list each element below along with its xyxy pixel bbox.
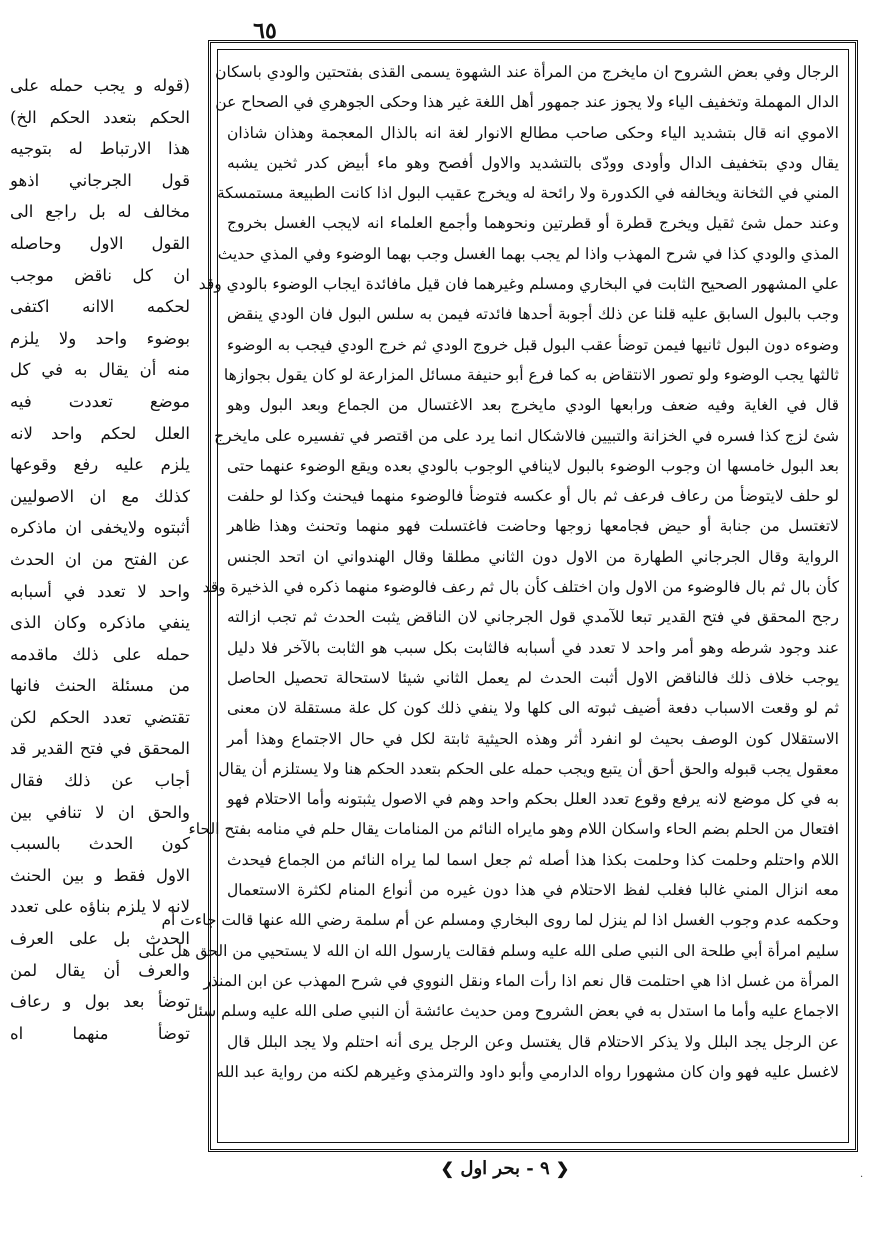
main-text-line: وضوءه دون البول ثانيها فيمن توضأ عقب البول قبل خروج الودي ثم خرج الودي فيجب به الوضوء — [227, 335, 839, 354]
main-text-line: به في كل موضع لانه يرفع وقوع تعدد العلل بحكم واحد وهم في الاصول يثبتونه وأما الاحتلام فهو — [227, 790, 839, 809]
margin-text-line: (قوله و يجب حمله على — [10, 76, 190, 95]
margin-text-line: منه أن يقال به في كل — [10, 360, 190, 380]
main-text-line: شئ لزج كذا فسره في الخزانة والتبيين فالاشكال انما يرد على من اقتصر في تفسيره على مايخرج — [214, 426, 839, 445]
main-text-line: الاستقلال كون الوصف بحيث لو انفرد أثر وهذه الحيثية ثابتة لكل في حال الاجتماع وهذا أمر — [227, 729, 839, 748]
main-text-line: الاموي انه قال بتشديد الياء وحكى صاحب مطالع الانوار لغة انه بالذال المعجمة وهذان شاذان — [227, 123, 839, 142]
main-text-frame — [138, 40, 858, 1152]
margin-text-line: بوضوء واحد ولا يلزم — [10, 328, 190, 348]
margin-text-line: حمله على ذلك ماقدمه — [10, 644, 190, 664]
margin-text-line: توضأ بعد بول و رعاف — [10, 992, 190, 1012]
margin-text-line: ينفي ماذكره وكان الذى — [10, 613, 190, 633]
margin-text-line: الاول فقط و بين الحنث — [10, 865, 190, 885]
margin-text-line: لانه لا يلزم بناؤه على تعدد — [10, 897, 190, 917]
main-text-line: اللام واحتلم وحلمت كذا وحلمت بكذا هذا أصله ثم جعل اسما لما يراه النائم من الجماع فيحدث — [227, 850, 839, 869]
margin-text-line: عن الفتح من ان الحدث — [10, 549, 190, 569]
main-text-line: المرأة من غسل اذا هي احتلمت قال نعم اذا رأت الماء ونقل النووي في شرح المهذب عن ابن المنذر — [203, 971, 839, 990]
margin-text-line: قول الجرجاني اذهو — [10, 170, 190, 190]
ornament-left-icon: ❮ — [555, 1159, 570, 1178]
main-text-line: ثالثها يجب الوضوء ولو تصور الانتقاض به كما فرع أبو حنيفة مسائل المزارعة لو كان يقول بجوازها — [223, 365, 839, 384]
main-text-line: لو حلف لايتوضأ من رعاف فرعف ثم بال أو عكسه فتوضأ فالوضوء منهما فيحنث وكذا لو حلفت — [227, 487, 839, 506]
margin-text-line: كذلك مع ان الاصوليين — [10, 486, 190, 506]
margin-text-line: أثبتوه ولايخفى ان ماذكره — [10, 518, 190, 538]
page-number: ٦٥ — [253, 18, 277, 44]
main-text-line: الرواية وقال الجرجاني الطهارة من الاول دون الثاني مطلقا وقال الهندواني ان اتحد الجنس — [227, 547, 839, 566]
margin-text-line: العلل لحكم واحد لانه — [10, 423, 190, 443]
main-text-line: لاتغتسل من جنابة أو حيض فجامعها زوجها وحاضت فاغتسلت فهو منهما وتحنث وهذا ظاهر — [227, 517, 839, 536]
page-mark-dot: · — [860, 1172, 864, 1183]
margin-text-line: مخالف له بل راجع الى — [10, 202, 190, 222]
margin-text-line: من مسئلة الحنث فانها — [10, 676, 190, 696]
main-text-line: علي المشهور الصحيح الثابت في البخاري ومسلم وغيرهما فان قيل مافائدة ايجاب الوضوء بالودي وقد — [198, 275, 839, 294]
main-text-line: لاغسل عليه فهو وان كان مشهورا رواه الدارمي وأبو داود والترمذي وغيرهم لكنه من رواية عبد الله — [216, 1062, 839, 1081]
main-text-line: ثم لو وقعت الاسباب دفعة أضيف ثبوته الى كلها ولا ينفي ذلك كون كل علة مستقلة لان معنى — [227, 699, 839, 718]
margin-text-line: ان كل ناقض موجب — [10, 265, 190, 285]
main-text-line: وعند حمل شئ ثقيل ويخرج قطرة أو قطرتين ونحوهما وأجمع العلماء انه لايجب الغسل بخروج — [227, 214, 839, 233]
margin-text-line: تقتضي تعدد الحكم لكن — [10, 707, 190, 727]
ornament-right-icon: ❯ — [440, 1159, 455, 1178]
main-text-line: يوجب خلاف ذلك فالناقض الاول أثبت الحدث لم يعمل الثاني شيئا لاستحالة تحصيل الحاصل — [227, 668, 839, 687]
margin-text-line: الحدث بل على العرف — [10, 929, 190, 949]
main-text-line: رجح المحقق في فتح القدير تبعا للآمدي قول الجرجاني لان الناقض يثبت الحدث ثم تجب ازالته — [227, 608, 839, 627]
margin-text-line: الحكم بتعدد الحكم الخ) — [10, 107, 190, 127]
margin-text-line: يلزم عليه رفع وقوعها — [10, 455, 190, 475]
margin-text-line: القول الاول وحاصله — [10, 233, 190, 253]
main-text-line: وجب بالبول السابق عليه قلنا عن ذلك أجوبة أحدها فائدته فيمن به سلس البول فان الودي ينقض — [227, 305, 839, 324]
main-text-body — [138, 57, 839, 1135]
margin-text-line: المحقق في فتح القدير قد — [10, 739, 190, 759]
main-text-line: قال في الغاية وفيه ضعف ورابعها الودي مايخرج بعد الاغتسال من الجماع وبعد البول وهو — [227, 396, 839, 415]
margin-text-line: والعرف أن يقال لمن — [10, 960, 190, 980]
main-text-line: معه انزال المني غالبا فغلب لفظ الاحتلام في هذا دون غيره من أنواع المنام لكثرة الاستعمال — [227, 881, 839, 900]
main-text-line: بعد البول خامسها ان وجوب الوضوء بالبول لاينافي الوجوب بالودي بعده ويقع الوضوء عنهما حتى — [227, 456, 839, 475]
main-text-line: عن الرجل يجد البلل ولا يذكر الاحتلام قال يغتسل وعن الرجل يرى أنه احتلم ولا يجد البلل قال — [227, 1032, 839, 1051]
margin-text-line: واحد لا تعدد في أسبابه — [10, 581, 190, 601]
margin-text-line: لحكمه الاانه اكتفى — [10, 297, 190, 317]
main-text-line: يقال ودي بتخفيف الدال وأودى وودّى بالتشديد والاول أفصح وهو ماء أبيض كدر ثخين يشبه — [227, 153, 839, 172]
main-text-line: الرجال وفي بعض الشروح ان مايخرج من المرأة عند الشهوة يسمى القذى بفتحتين والودي باسكان — [215, 63, 839, 81]
main-text-line: افتعال من الحلم بضم الحاء واسكان اللام وهو مايراه النائم من المنامات يقال حلم في منامه بفتح الحاء — [188, 820, 839, 839]
margin-text-line: أجاب عن ذلك فقال — [10, 771, 190, 791]
margin-text-line: هذا الارتباط له بتوجيه — [10, 139, 190, 159]
main-text-line: الاجماع عليه وأما ما استدل به في بعض الشروح ومن حديث عائشة أن النبي صلى الله عليه وسلم سئل — [186, 1002, 839, 1021]
main-text-line: معقول يجب قبوله والحق أحق أن يتبع ويجب حمله على الحكم بتعدد الحكم هنا ولا يستلزم أن يقال — [218, 759, 839, 778]
signature-mark-text: ٩ - بحر اول — [460, 1158, 550, 1179]
main-text-line: كأن بال ثم بال فالوضوء من الاول وان اختلف كأن بال ثم رعف فالوضوء منهما ذكره في الذخيرة وقد — [202, 578, 839, 597]
margin-text-line: كون الحدث بالسبب — [10, 834, 190, 854]
margin-text-line: والحق ان لا تنافي بين — [10, 802, 190, 822]
signature-mark — [420, 1158, 590, 1188]
main-text-line: وحكمه عدم وجوب الغسل اذا لم ينزل لما روى البخاري ومسلم عن أم سلمة رضي الله عنها قالت جاءت أم — [161, 911, 839, 930]
margin-commentary-text — [6, 70, 190, 1049]
margin-text-line: توضأ منهما اه — [10, 1023, 190, 1043]
main-text-line: سليم امرأة أبي طلحة الى النبي صلى الله عليه وسلم فقالت يارسول الله ان الله لا يستحيي من الحق هل على — [138, 941, 839, 960]
main-text-line: عند وجود شرطه وهو أمر واحد لا تعدد في أسبابه فالثابت بكل سبب هو الثابت بالآخر فلا دليل — [227, 638, 839, 657]
main-text-line: الدال المهملة وتخفيف الياء ولا يجوز عند جمهور أهل اللغة غير هذا وحكى الجوهري في الصحاح عن — [215, 93, 839, 112]
main-text-line: المني في الثخانة ويخالفه في الكدورة ولا رائحة له ويخرج عقيب البول اذا كانت الطبيعة مستمسكة — [216, 184, 839, 203]
margin-text-line: موضع تعددت فيه — [10, 391, 190, 411]
main-text-line: المذي والودي كذا في شرح المهذب واذا لم يجب بهما الغسل وجب بهما الوضوء وفي المذي حديث — [217, 244, 839, 263]
